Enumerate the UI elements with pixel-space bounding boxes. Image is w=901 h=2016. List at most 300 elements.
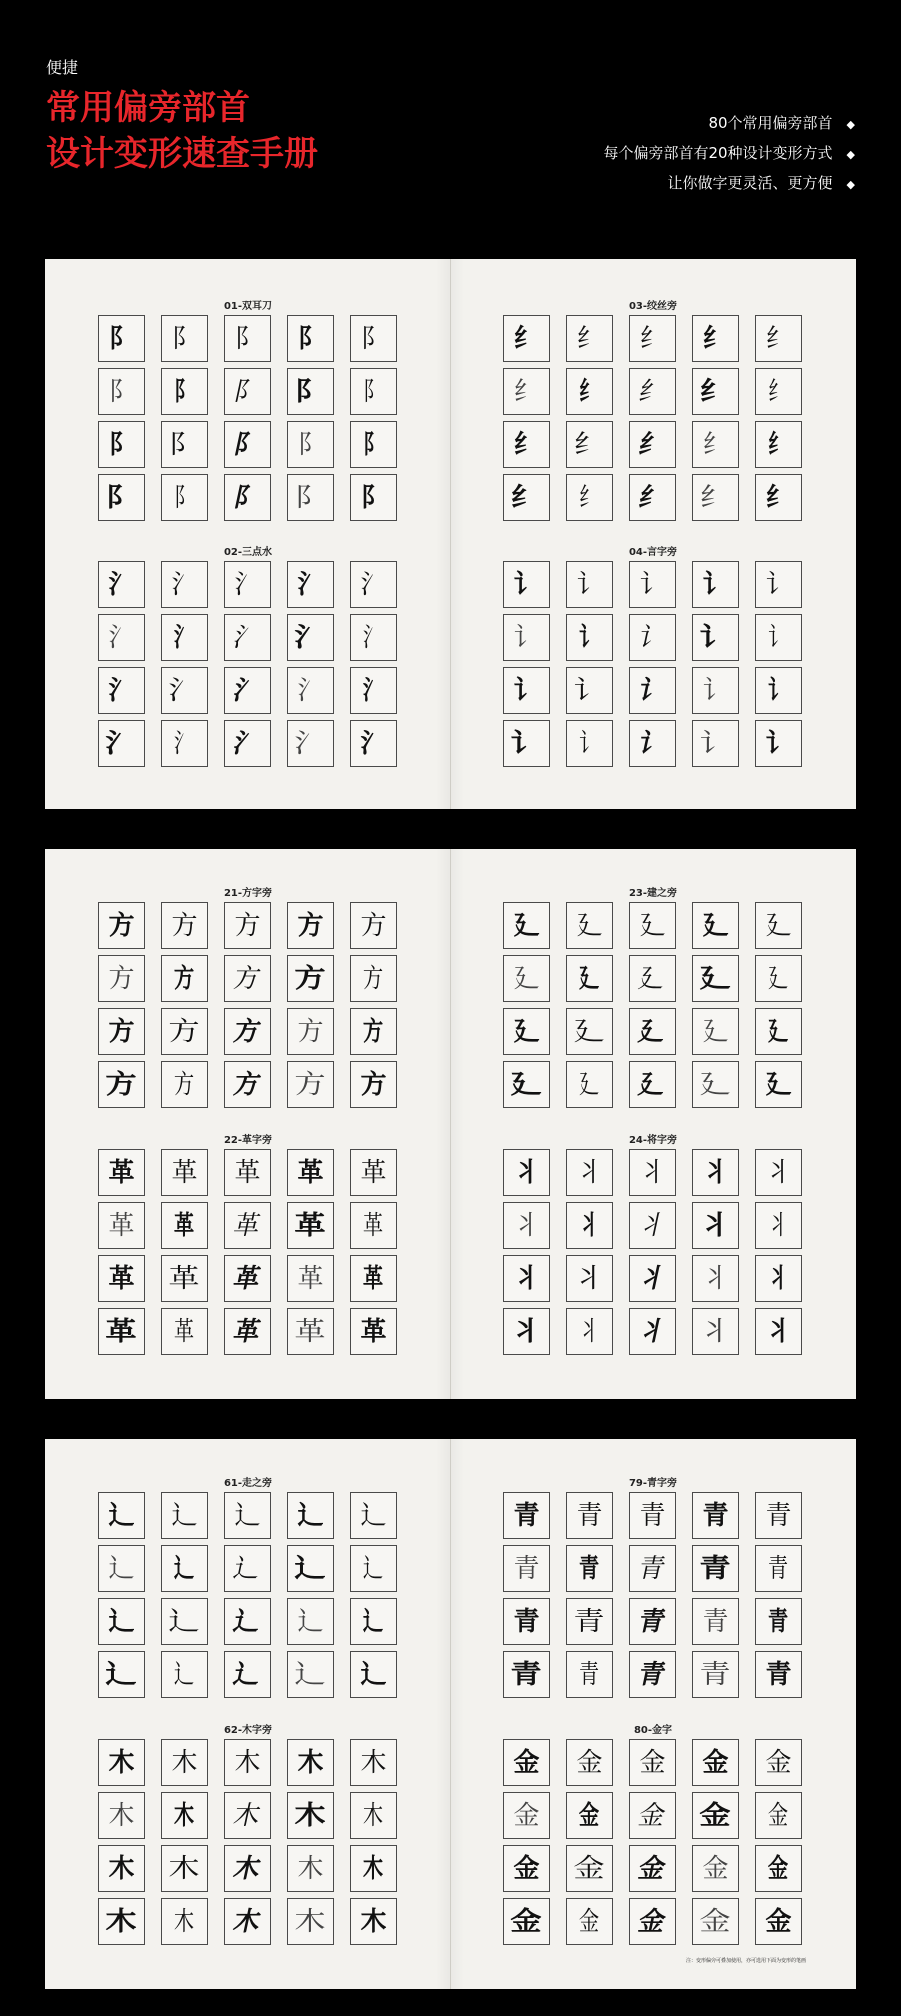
radical-variant-tile <box>161 474 208 521</box>
radical-glyph: 阝 <box>108 429 135 460</box>
radical-variant-tile <box>692 1061 739 1108</box>
radical-glyph: 金 <box>510 1906 543 1937</box>
radical-glyph: 丬 <box>513 1210 540 1241</box>
radical-glyph: 革 <box>231 1210 264 1241</box>
radical-glyph: 讠 <box>579 622 600 653</box>
radical-glyph: 丬 <box>639 1157 666 1188</box>
radical-variant-tile <box>224 720 271 767</box>
radical-variant-tile <box>350 720 397 767</box>
radical-glyph: 方 <box>363 1016 384 1047</box>
radical-variant-tile <box>566 561 613 608</box>
radical-variant-tile <box>755 902 802 949</box>
radical-glyph: 木 <box>174 1906 195 1937</box>
radical-glyph: 阝 <box>231 482 264 513</box>
radical-glyph: 廴 <box>636 963 669 994</box>
radical-glyph: 方 <box>168 1016 201 1047</box>
radical-glyph: 青 <box>702 1606 729 1637</box>
radical-glyph: 木 <box>231 1800 264 1831</box>
radical-variant-tile <box>287 667 334 714</box>
radical-glyph: 阝 <box>360 482 387 513</box>
radical-glyph: 氵 <box>294 728 327 759</box>
radical-variant-tile <box>692 1651 739 1698</box>
radical-glyph: 阝 <box>105 482 138 513</box>
radical-glyph: 丬 <box>699 1210 732 1241</box>
radical-variant-tile <box>224 902 271 949</box>
radical-glyph: 讠 <box>765 728 792 759</box>
radical-glyph: 青 <box>765 1659 792 1690</box>
radical-variant-tile <box>503 315 550 362</box>
radical-variant-tile <box>566 614 613 661</box>
radical-glyph: 讠 <box>510 728 543 759</box>
radical-variant-tile <box>350 1149 397 1196</box>
radical-glyph: 丬 <box>768 1210 789 1241</box>
radical-variant-tile <box>503 614 550 661</box>
radical-glyph: 方 <box>105 1069 138 1100</box>
radical-glyph: 方 <box>231 1069 264 1100</box>
radical-variant-tile <box>755 1255 802 1302</box>
radical-variant-tile <box>98 474 145 521</box>
radical-variant-tile <box>692 421 739 468</box>
radical-glyph: 金 <box>513 1853 540 1884</box>
radical-variant-tile <box>287 474 334 521</box>
radical-variant-grid <box>98 902 398 1108</box>
radical-glyph: 金 <box>765 1747 792 1778</box>
radical-variant-tile <box>161 667 208 714</box>
radical-variant-tile <box>503 474 550 521</box>
radical-glyph: 丬 <box>636 1263 669 1294</box>
radical-glyph: 木 <box>234 1747 261 1778</box>
radical-glyph: 金 <box>579 1906 600 1937</box>
radical-glyph: 木 <box>294 1906 327 1937</box>
radical-variant-tile <box>98 1149 145 1196</box>
radical-variant-tile <box>692 315 739 362</box>
radical-variant-tile <box>503 368 550 415</box>
radical-glyph: 纟 <box>636 429 669 460</box>
radical-glyph: 讠 <box>702 569 729 600</box>
radical-glyph: 辶 <box>297 1500 324 1531</box>
radical-glyph: 青 <box>636 1553 669 1584</box>
radical-variant-tile <box>566 368 613 415</box>
radical-glyph: 青 <box>639 1500 666 1531</box>
radical-glyph: 氵 <box>108 569 135 600</box>
radical-glyph: 纟 <box>699 376 732 407</box>
radical-variant-tile <box>98 1598 145 1645</box>
radical-glyph: 纟 <box>765 482 792 513</box>
radical-variant-tile <box>692 1149 739 1196</box>
radical-variant-tile <box>755 421 802 468</box>
radical-glyph: 阝 <box>297 323 324 354</box>
radical-glyph: 青 <box>513 1500 540 1531</box>
radical-variant-tile <box>692 561 739 608</box>
radical-glyph: 青 <box>579 1553 600 1584</box>
radical-variant-grid <box>98 1149 398 1355</box>
radical-variant-tile <box>629 1898 676 1945</box>
feature-item: 让你做字更灵活、更方便 ◆ <box>603 168 855 198</box>
section-label: 61-走之旁 <box>223 1478 273 1489</box>
radical-variant-tile <box>161 1492 208 1539</box>
radical-variant-tile <box>287 1898 334 1945</box>
radical-variant-tile <box>224 421 271 468</box>
radical-glyph: 青 <box>510 1659 543 1690</box>
radical-variant-tile <box>287 1792 334 1839</box>
radical-glyph: 青 <box>768 1606 789 1637</box>
page-fold <box>450 849 451 1399</box>
radical-variant-tile <box>566 421 613 468</box>
radical-variant-tile <box>224 474 271 521</box>
radical-glyph: 纟 <box>768 376 789 407</box>
radical-glyph: 讠 <box>636 622 669 653</box>
radical-glyph: 革 <box>363 1263 384 1294</box>
radical-glyph: 氵 <box>360 728 387 759</box>
radical-variant-tile <box>629 1845 676 1892</box>
radical-variant-tile <box>224 1651 271 1698</box>
radical-variant-tile <box>566 1202 613 1249</box>
radical-glyph: 辶 <box>360 1500 387 1531</box>
radical-variant-tile <box>503 1792 550 1839</box>
radical-glyph: 青 <box>513 1606 540 1637</box>
radical-variant-tile <box>287 955 334 1002</box>
radical-glyph: 廴 <box>510 1069 543 1100</box>
radical-variant-tile <box>287 614 334 661</box>
radical-variant-tile <box>629 474 676 521</box>
radical-glyph: 廴 <box>573 1016 606 1047</box>
radical-variant-grid <box>503 561 803 767</box>
radical-glyph: 金 <box>699 1906 732 1937</box>
radical-glyph: 讠 <box>636 675 669 706</box>
radical-variant-tile <box>566 1651 613 1698</box>
radical-variant-grid <box>98 561 398 767</box>
radical-variant-tile <box>350 667 397 714</box>
radical-variant-tile <box>161 1008 208 1055</box>
radical-variant-tile <box>161 1598 208 1645</box>
radical-glyph: 革 <box>168 1263 201 1294</box>
radical-variant-tile <box>629 1598 676 1645</box>
radical-variant-tile <box>161 1149 208 1196</box>
radical-variant-tile <box>224 315 271 362</box>
radical-glyph: 青 <box>636 1659 669 1690</box>
radical-variant-tile <box>755 1149 802 1196</box>
radical-glyph: 方 <box>174 1069 195 1100</box>
radical-variant-grid <box>503 1149 803 1355</box>
radical-glyph: 金 <box>573 1853 606 1884</box>
radical-variant-tile <box>224 1061 271 1108</box>
radical-glyph: 廴 <box>699 1069 732 1100</box>
radical-glyph: 丬 <box>513 1263 540 1294</box>
radical-glyph: 金 <box>513 1747 540 1778</box>
section-label: 21-方字旁 <box>223 888 273 899</box>
radical-variant-tile <box>287 1149 334 1196</box>
radical-variant-tile <box>224 1545 271 1592</box>
radical-glyph: 青 <box>513 1553 540 1584</box>
radical-glyph: 木 <box>171 1747 198 1778</box>
radical-glyph: 纟 <box>576 323 603 354</box>
radical-glyph: 丬 <box>573 1263 606 1294</box>
radical-glyph: 廴 <box>702 1016 729 1047</box>
radical-variant-tile <box>350 1202 397 1249</box>
radical-glyph: 纟 <box>513 323 540 354</box>
radical-variant-tile <box>629 1008 676 1055</box>
radical-variant-tile <box>350 1492 397 1539</box>
radical-variant-tile <box>503 720 550 767</box>
radical-glyph: 讠 <box>765 569 792 600</box>
radical-variant-tile <box>98 1008 145 1055</box>
radical-variant-tile <box>287 1492 334 1539</box>
radical-glyph: 阝 <box>360 323 387 354</box>
page-fold <box>450 1439 451 1989</box>
radical-glyph: 方 <box>297 910 324 941</box>
radical-glyph: 金 <box>768 1800 789 1831</box>
radical-variant-tile <box>503 667 550 714</box>
radical-glyph: 讠 <box>639 569 666 600</box>
radical-glyph: 纟 <box>699 482 732 513</box>
radical-variant-tile <box>629 315 676 362</box>
radical-glyph: 纟 <box>579 376 600 407</box>
radical-glyph: 革 <box>174 1210 195 1241</box>
radical-variant-tile <box>566 1061 613 1108</box>
radical-glyph: 丬 <box>579 1210 600 1241</box>
radical-variant-tile <box>566 315 613 362</box>
radical-glyph: 辶 <box>108 1553 135 1584</box>
radical-variant-tile <box>98 955 145 1002</box>
radical-variant-tile <box>350 315 397 362</box>
radical-variant-tile <box>566 1598 613 1645</box>
radical-glyph: 廴 <box>513 1016 540 1047</box>
radical-glyph: 方 <box>108 1016 135 1047</box>
radical-glyph: 氵 <box>363 675 384 706</box>
radical-variant-tile <box>287 1061 334 1108</box>
radical-variant-tile <box>629 1739 676 1786</box>
radical-variant-tile <box>755 955 802 1002</box>
radical-variant-grid <box>98 315 398 521</box>
radical-variant-tile <box>755 667 802 714</box>
radical-glyph: 金 <box>513 1800 540 1831</box>
radical-variant-tile <box>224 1202 271 1249</box>
radical-variant-tile <box>98 421 145 468</box>
radical-glyph: 丬 <box>699 1316 732 1347</box>
radical-glyph: 氵 <box>231 622 264 653</box>
radical-glyph: 廴 <box>513 910 540 941</box>
radical-variant-tile <box>692 1792 739 1839</box>
radical-glyph: 氵 <box>363 622 384 653</box>
radical-glyph: 金 <box>636 1906 669 1937</box>
radical-variant-tile <box>629 1149 676 1196</box>
radical-variant-tile <box>566 1255 613 1302</box>
radical-glyph: 辶 <box>360 1659 387 1690</box>
radical-glyph: 廴 <box>765 1069 792 1100</box>
radical-glyph: 廴 <box>639 910 666 941</box>
radical-glyph: 辶 <box>363 1606 384 1637</box>
radical-glyph: 青 <box>579 1659 600 1690</box>
radical-glyph: 纟 <box>579 482 600 513</box>
section-label: 02-三点水 <box>223 547 273 558</box>
radical-variant-tile <box>287 1845 334 1892</box>
radical-glyph: 木 <box>360 1747 387 1778</box>
book-spread-1 <box>45 259 856 809</box>
radical-glyph: 方 <box>108 963 135 994</box>
radical-variant-tile <box>224 1739 271 1786</box>
radical-glyph: 丬 <box>765 1157 792 1188</box>
radical-glyph: 革 <box>231 1316 264 1347</box>
radical-glyph: 讠 <box>699 622 732 653</box>
radical-variant-tile <box>161 955 208 1002</box>
radical-variant-tile <box>755 1792 802 1839</box>
radical-variant-tile <box>755 1308 802 1355</box>
radical-glyph: 廴 <box>579 1069 600 1100</box>
radical-variant-tile <box>98 561 145 608</box>
radical-variant-tile <box>503 1845 550 1892</box>
radical-variant-tile <box>224 1008 271 1055</box>
radical-glyph: 纟 <box>702 429 729 460</box>
radical-variant-tile <box>503 1255 550 1302</box>
radical-variant-tile <box>692 1845 739 1892</box>
radical-glyph: 革 <box>360 1316 387 1347</box>
radical-glyph: 阝 <box>297 429 324 460</box>
radical-variant-tile <box>629 368 676 415</box>
radical-variant-tile <box>755 1008 802 1055</box>
radical-variant-tile <box>692 1598 739 1645</box>
radical-variant-tile <box>161 368 208 415</box>
radical-glyph: 金 <box>702 1747 729 1778</box>
radical-glyph: 金 <box>699 1800 732 1831</box>
radical-variant-tile <box>692 474 739 521</box>
radical-glyph: 辶 <box>231 1659 264 1690</box>
radical-glyph: 氵 <box>234 569 261 600</box>
section-label: 23-建之旁 <box>628 888 678 899</box>
radical-glyph: 丬 <box>510 1316 543 1347</box>
radical-glyph: 丬 <box>636 1316 669 1347</box>
radical-variant-tile <box>755 1545 802 1592</box>
radical-variant-tile <box>224 955 271 1002</box>
radical-variant-tile <box>224 1898 271 1945</box>
radical-glyph: 方 <box>234 910 261 941</box>
radical-glyph: 纟 <box>513 429 540 460</box>
section-label: 79-青字旁 <box>628 1478 678 1489</box>
radical-variant-tile <box>692 1739 739 1786</box>
radical-glyph: 辶 <box>171 1500 198 1531</box>
radical-glyph: 阝 <box>363 376 384 407</box>
radical-variant-tile <box>224 1792 271 1839</box>
radical-glyph: 木 <box>105 1906 138 1937</box>
radical-glyph: 金 <box>702 1853 729 1884</box>
section-label: 03-绞丝旁 <box>628 301 678 312</box>
radical-variant-tile <box>566 474 613 521</box>
radical-glyph: 氵 <box>231 728 264 759</box>
radical-variant-tile <box>566 1008 613 1055</box>
radical-variant-tile <box>287 1308 334 1355</box>
radical-glyph: 辶 <box>174 1659 195 1690</box>
radical-glyph: 木 <box>294 1800 327 1831</box>
radical-glyph: 氵 <box>108 622 135 653</box>
radical-variant-tile <box>755 1061 802 1108</box>
radical-variant-grid <box>503 1492 803 1698</box>
radical-glyph: 青 <box>768 1553 789 1584</box>
radical-variant-tile <box>350 1308 397 1355</box>
radical-variant-tile <box>503 955 550 1002</box>
radical-glyph: 革 <box>297 1157 324 1188</box>
radical-glyph: 木 <box>297 1853 324 1884</box>
book-spread-2 <box>45 849 856 1399</box>
radical-variant-tile <box>161 421 208 468</box>
radical-variant-tile <box>692 667 739 714</box>
radical-variant-grid <box>98 1739 398 1945</box>
radical-variant-tile <box>98 1651 145 1698</box>
radical-variant-tile <box>566 1492 613 1539</box>
radical-variant-tile <box>755 1845 802 1892</box>
radical-glyph: 木 <box>174 1800 195 1831</box>
radical-variant-tile <box>350 368 397 415</box>
radical-glyph: 革 <box>360 1157 387 1188</box>
radical-glyph: 革 <box>234 1157 261 1188</box>
radical-variant-tile <box>629 1255 676 1302</box>
radical-glyph: 廴 <box>636 1016 669 1047</box>
radical-variant-tile <box>287 1255 334 1302</box>
radical-glyph: 丬 <box>576 1157 603 1188</box>
radical-variant-tile <box>755 474 802 521</box>
radical-glyph: 青 <box>699 1659 732 1690</box>
radical-glyph: 木 <box>108 1747 135 1778</box>
radical-glyph: 丬 <box>765 1316 792 1347</box>
radical-glyph: 革 <box>174 1316 195 1347</box>
radical-variant-tile <box>629 720 676 767</box>
radical-glyph: 木 <box>108 1800 135 1831</box>
radical-glyph: 金 <box>639 1747 666 1778</box>
radical-variant-tile <box>350 1008 397 1055</box>
radical-glyph: 方 <box>231 1016 264 1047</box>
radical-glyph: 木 <box>168 1853 201 1884</box>
radical-variant-tile <box>224 1255 271 1302</box>
radical-variant-grid <box>98 1492 398 1698</box>
radical-variant-tile <box>755 614 802 661</box>
radical-glyph: 辶 <box>297 1606 324 1637</box>
radical-variant-tile <box>566 1792 613 1839</box>
radical-glyph: 青 <box>699 1553 732 1584</box>
radical-variant-tile <box>98 1308 145 1355</box>
radical-variant-tile <box>629 614 676 661</box>
radical-glyph: 辶 <box>294 1659 327 1690</box>
radical-variant-tile <box>755 1739 802 1786</box>
radical-variant-tile <box>566 1845 613 1892</box>
radical-variant-tile <box>98 614 145 661</box>
radical-variant-tile <box>98 368 145 415</box>
radical-variant-tile <box>503 1308 550 1355</box>
section-label: 01-双耳刀 <box>223 301 273 312</box>
radical-glyph: 阝 <box>363 429 384 460</box>
radical-glyph: 阝 <box>231 376 264 407</box>
radical-glyph: 丬 <box>513 1157 540 1188</box>
radical-variant-tile <box>98 1898 145 1945</box>
radical-glyph: 木 <box>360 1906 387 1937</box>
radical-variant-tile <box>566 720 613 767</box>
radical-glyph: 纟 <box>573 429 606 460</box>
radical-glyph: 纟 <box>702 323 729 354</box>
radical-variant-tile <box>98 667 145 714</box>
radical-variant-tile <box>755 1202 802 1249</box>
radical-variant-tile <box>692 1898 739 1945</box>
radical-variant-tile <box>98 1739 145 1786</box>
radical-variant-tile <box>503 1651 550 1698</box>
radical-variant-grid <box>503 1739 803 1945</box>
radical-variant-tile <box>350 561 397 608</box>
radical-variant-tile <box>629 1792 676 1839</box>
radical-variant-tile <box>755 315 802 362</box>
radical-variant-tile <box>98 1202 145 1249</box>
radical-glyph: 方 <box>297 1016 324 1047</box>
radical-variant-tile <box>503 1202 550 1249</box>
section-label: 24-将字旁 <box>628 1135 678 1146</box>
section-label: 62-木字旁 <box>223 1725 273 1736</box>
section-label: 22-革字旁 <box>223 1135 273 1146</box>
radical-glyph: 革 <box>105 1316 138 1347</box>
